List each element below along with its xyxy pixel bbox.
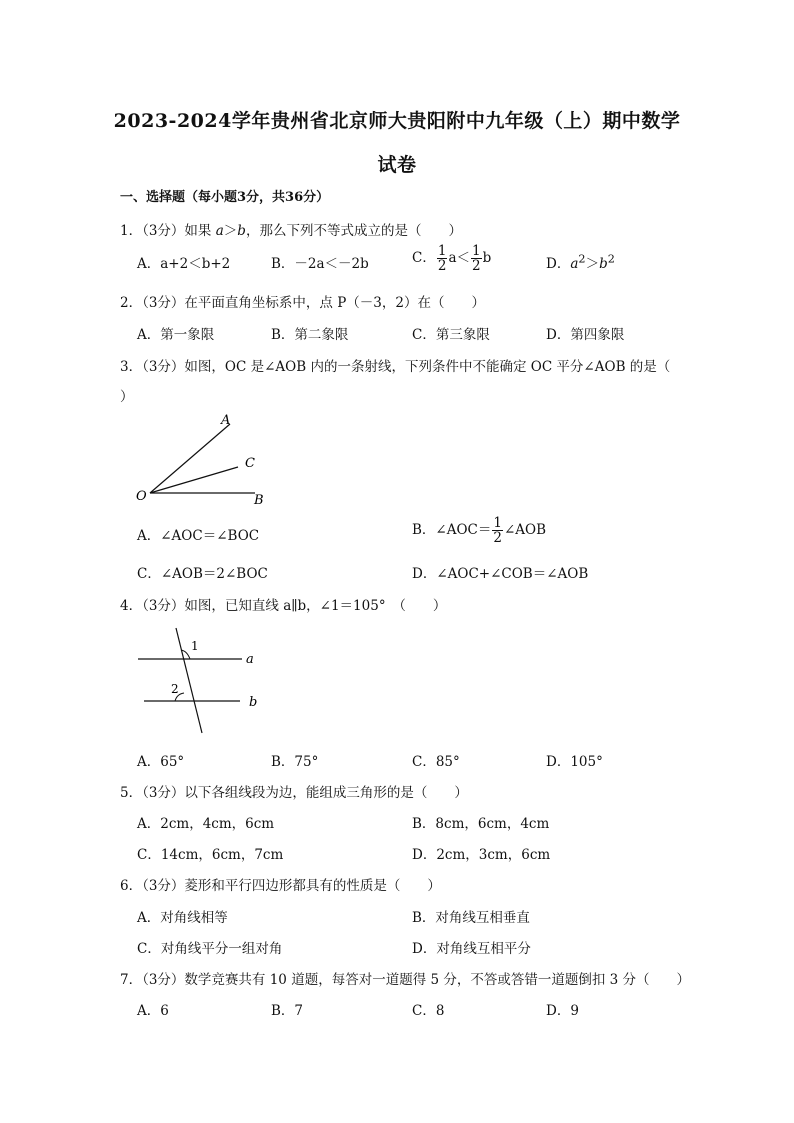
line-label-a: a <box>246 652 254 667</box>
question-1-option-b: B．－2a＜－2b <box>271 256 369 272</box>
ray-oa <box>150 424 230 493</box>
question-4-option-a: A．65° <box>137 754 185 770</box>
angle-aob-figure <box>125 408 285 508</box>
point-label-o: O <box>136 489 147 504</box>
question-6-option-b: B．对角线互相垂直 <box>412 910 530 926</box>
fraction-one-half: $\frac{1}{2}$ <box>437 243 447 274</box>
question-3-stem: 3．（3分）如图，OC 是∠AOB 内的一条射线，下列条件中不能确定 OC 平分∠AOB 的是（ <box>120 359 671 375</box>
question-4-option-d: D．105° <box>546 754 603 770</box>
question-6-option-d: D．对角线互相平分 <box>412 941 531 957</box>
question-2-option-a: A．第一象限 <box>137 327 215 343</box>
question-2-option-d: D．第四象限 <box>546 327 625 343</box>
fraction-one-half: $\frac{1}{2}$ <box>493 515 502 546</box>
line-label-b: b <box>249 695 258 710</box>
question-5-option-a: A．2cm，4cm，6cm <box>137 816 275 832</box>
question-1-option-d: D．$a^2>b^2$ <box>546 252 615 272</box>
question-4-option-c: C．85° <box>412 754 460 770</box>
question-1-option-a: A．a+2＜b+2 <box>137 256 231 272</box>
question-5-option-d: D．2cm，3cm，6cm <box>412 847 551 863</box>
question-7-option-b: B．7 <box>271 1003 304 1019</box>
question-6-option-a: A．对角线相等 <box>137 910 228 926</box>
question-1-stem: 1．（3分）如果 a＞b，那么下列不等式成立的是（ ） <box>120 223 462 239</box>
section-heading: 一、选择题（每小题3分，共36分） <box>120 190 330 205</box>
question-2-option-b: B．第二象限 <box>271 327 349 343</box>
question-3-option-c: C．∠AOB＝2∠BOC <box>137 566 268 582</box>
question-3-stem-continued: ） <box>120 389 134 405</box>
parallel-lines-figure <box>130 620 270 740</box>
point-label-b: B <box>254 493 264 508</box>
ray-oc <box>150 467 238 493</box>
question-6-option-c: C．对角线平分一组对角 <box>137 941 283 957</box>
question-7-stem: 7．（3分）数学竞赛共有 10 道题，每答对一道题得 5 分，不答或答错一道题倒扣 3 分（ ） <box>120 972 691 988</box>
question-5-option-c: C．14cm，6cm，7cm <box>137 847 284 863</box>
question-1-option-c: C． $\frac{1}{2}$ a＜ $\frac{1}{2}$ b <box>412 243 492 274</box>
question-3-option-d: D．∠AOC+∠COB＝∠AOB <box>412 566 589 582</box>
question-5-stem: 5．（3分）以下各组线段为边，能组成三角形的是（ ） <box>120 785 468 801</box>
angle-label-2: 2 <box>171 682 179 696</box>
question-7-option-c: C．8 <box>412 1003 445 1019</box>
question-4-option-b: B．75° <box>271 754 319 770</box>
page-title: 2023-2024学年贵州省北京师大贵阳附中九年级（上）期中数学 <box>113 110 681 132</box>
question-3-option-b: B．∠AOC＝ $\frac{1}{2}$ ∠AOB <box>412 515 547 546</box>
question-5-option-b: B．8cm，6cm，4cm <box>412 816 550 832</box>
fraction-one-half: $\frac{1}{2}$ <box>472 243 481 274</box>
question-7-option-d: D．9 <box>546 1003 579 1019</box>
question-3-option-a: A．∠AOC＝∠BOC <box>137 528 260 544</box>
point-label-a: A <box>221 413 231 428</box>
question-4-stem: 4．（3分）如图，已知直线 a∥b，∠1＝105° （ ） <box>120 598 447 614</box>
question-7-option-a: A．6 <box>137 1003 169 1019</box>
question-2-stem: 2．（3分）在平面直角坐标系中，点 P（－3，2）在（ ） <box>120 295 485 311</box>
angle-label-1: 1 <box>191 639 199 653</box>
point-label-c: C <box>245 456 255 471</box>
question-2-option-c: C．第三象限 <box>412 327 490 343</box>
page-title-continued: 试卷 <box>377 154 417 176</box>
question-6-stem: 6．（3分）菱形和平行四边形都具有的性质是（ ） <box>120 878 441 894</box>
